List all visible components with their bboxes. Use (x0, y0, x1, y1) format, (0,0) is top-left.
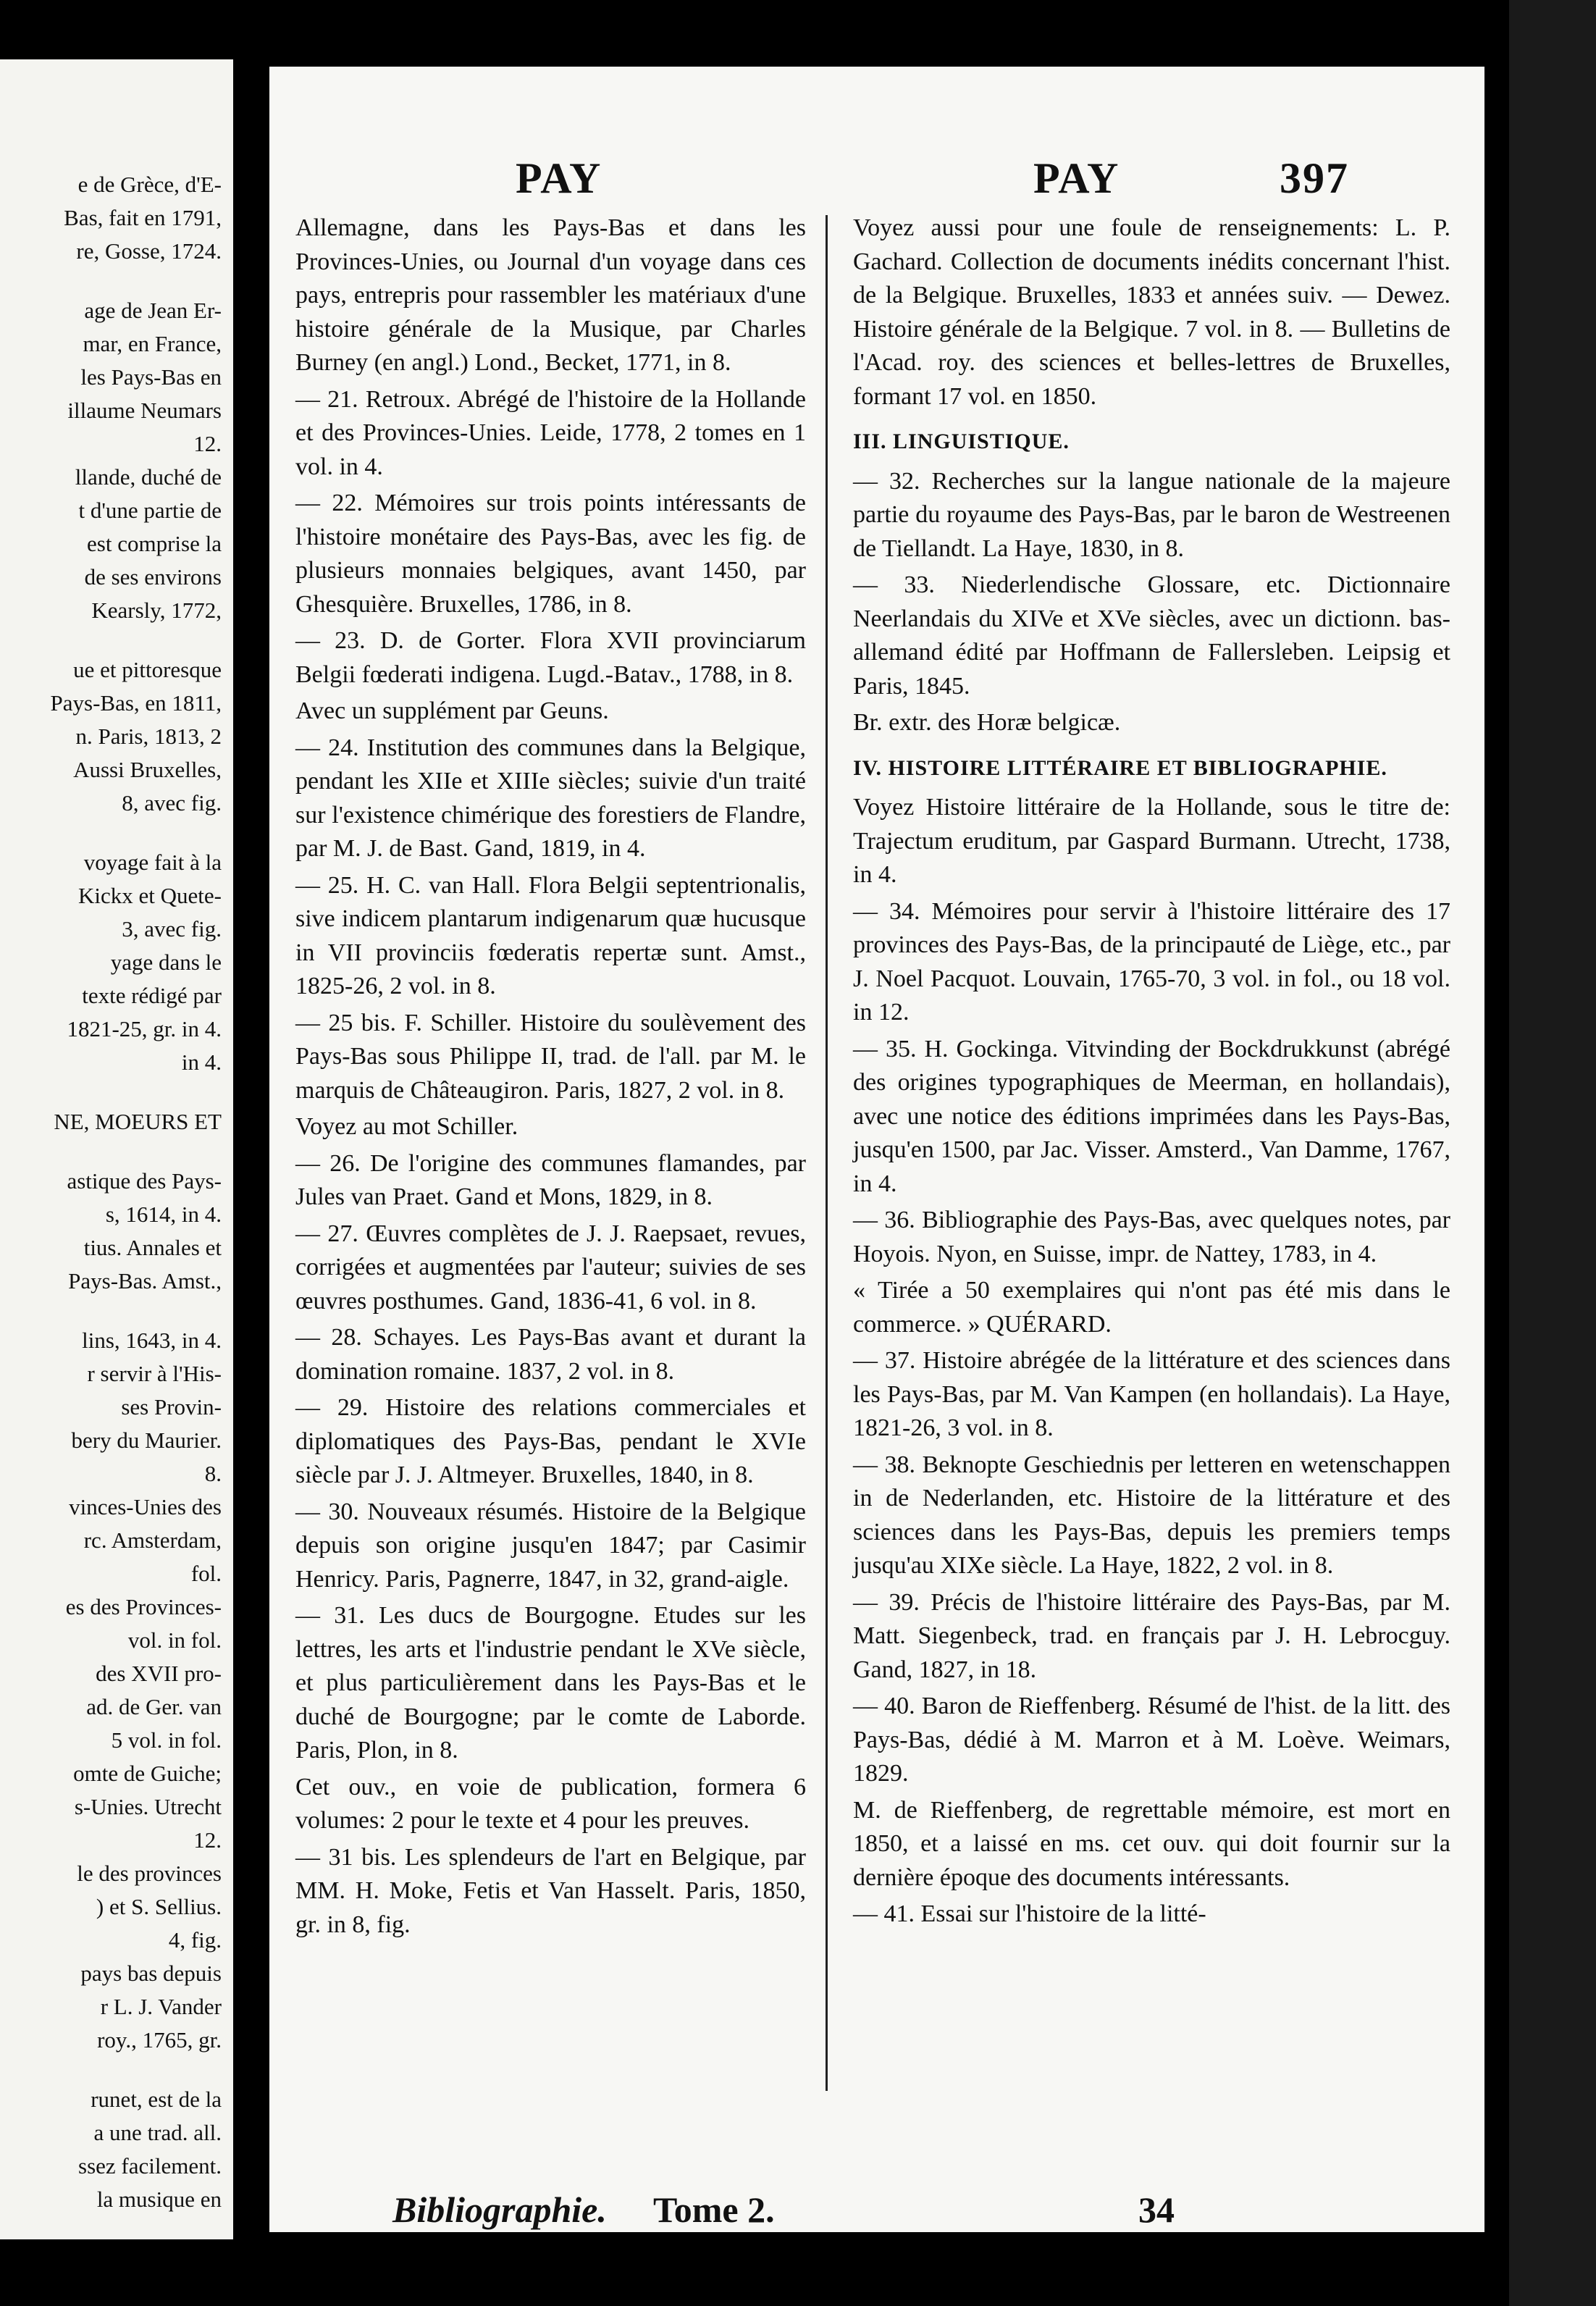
left-fragment-line: re, Gosse, 1724. (76, 238, 222, 264)
bibliography-entry: — 37. Histoire abrégée de la littérature et des sciences dans les Pays-Bas, par M. Van Kampen (en hollandais). La Haye, 1821-26, 3 vol. in 8. (853, 1347, 1450, 1441)
page-number: 397 (1280, 154, 1349, 202)
left-fragment-line: pays bas depuis (80, 1961, 222, 1986)
bibliography-entry: — 35. H. Gockinga. Vitvinding der Bockdrukkunst (abrégé des origines typographiques de Meerman, en hollandais), avec une notice des éditions imprimées dans les Pays-Bas, jusqu'en 1500, par Jac. Visser. Amsterd., Van Damme, 1767, in 4. (853, 1035, 1450, 1197)
left-fragment-line: Pays-Bas. Amst., (68, 1268, 222, 1294)
left-fragment-line: age de Jean Er- (84, 298, 222, 323)
left-fragment-line: e de Grèce, d'E- (77, 172, 222, 197)
bibliography-entry: — 27. Œuvres complètes de J. J. Raepsaet, revues, corrigées et augmentées par l'auteur; suivies de ses œuvres posthumes. Gand, 1836-41, 6 vol. in 8. (295, 1220, 806, 1315)
left-fragment-line: ses Provin- (121, 1394, 222, 1420)
bibliography-entry: — 31 bis. Les splendeurs de l'art en Belgique, par MM. H. Moke, Fetis et Van Hasselt. Paris, 1850, gr. in 8, fig. (295, 1843, 806, 1938)
left-fragment-line: vinces-Unies des (69, 1494, 222, 1519)
left-fragment-line: ue et pittoresque (73, 657, 222, 682)
bibliography-entry: — 39. Précis de l'histoire littéraire des Pays-Bas, par M. Matt. Siegenbeck, trad. en français par J. H. Lebrocguy. Gand, 1827, in 18. (853, 1588, 1450, 1683)
bibliography-entry: Voyez au mot Schiller. (295, 1113, 518, 1140)
left-fragment-line (0, 2057, 222, 2083)
left-fragment-line: 4, fig. (168, 1927, 222, 1953)
footer-title: Bibliographie. (392, 2189, 607, 2230)
left-fragment-line: bery du Maurier. (71, 1427, 222, 1453)
running-head-right: PAY (1033, 154, 1120, 202)
left-fragment-line: illaume Neumars (67, 398, 222, 423)
text-column-left (295, 211, 806, 1945)
bibliography-entry: M. de Rieffenberg, de regrettable mémoire, est mort en 1850, et a laissé en ms. cet ouv. qui doit fournir sur la dernière époque des documents intéressants. (853, 1796, 1450, 1891)
left-fragment-line: yage dans le (110, 949, 222, 975)
left-fragment-line: Aussi Bruxelles, (73, 757, 222, 782)
footer-tome: Tome 2. (653, 2189, 775, 2230)
left-fragment-line: rc. Amsterdam, (83, 1527, 222, 1553)
left-fragment-line: t d'une partie de (78, 498, 222, 523)
page-footer (269, 2189, 1484, 2232)
left-fragment-line: tius. Annales et (83, 1235, 222, 1260)
column-rule (826, 215, 828, 2091)
left-fragment-line: la musique en (96, 2186, 222, 2212)
bibliography-entry: IV. HISTOIRE LITTÉRAIRE ET BIBLIOGRAPHIE. (853, 755, 1387, 780)
left-fragment-line: Pays-Bas, en 1811, (50, 690, 222, 716)
left-fragment-line: in 4. (181, 1049, 222, 1075)
left-fragment-line: le des provinces (77, 1861, 222, 1886)
left-fragment-line: mar, en France, (83, 331, 222, 356)
left-fragment-line: ad. de Ger. van (86, 1694, 222, 1719)
bibliography-entry: — 41. Essai sur l'histoire de la litté- (853, 1900, 1206, 1927)
left-fragment-line: des XVII pro- (96, 1661, 222, 1686)
left-fragment-line: n. Paris, 1813, 2 (75, 724, 222, 749)
left-fragment-line: vol. in fol. (127, 1627, 222, 1653)
left-fragment-line: roy., 1765, gr. (97, 2027, 222, 2053)
left-fragment-line (0, 1079, 222, 1105)
book-page (269, 67, 1484, 2232)
left-fragment-line: Bas, fait en 1791, (64, 205, 222, 230)
left-fragment-line: voyage fait à la (83, 850, 222, 875)
page-edge-shadow (1509, 0, 1596, 2306)
bibliography-entry: — 29. Histoire des relations commerciales et diplomatiques des Pays-Bas, pendant le XVIe siècle par J. J. Altmeyer. Bruxelles, 1840, in 8. (295, 1394, 806, 1488)
bibliography-entry: — 38. Beknopte Geschiednis per letteren en wetenschappen in de Nederlanden, etc. Histoire de la littérature et des sciences dans les Pays-Bas, depuis les premiers temps jusqu'au XIXe siècle. La Haye, 1822, 2 vol. in 8. (853, 1451, 1450, 1579)
left-fragment-line: s-Unies. Utrecht (74, 1794, 222, 1819)
bibliography-entry: — 26. De l'origine des communes flamandes, par Jules van Praet. Gand et Mons, 1829, in 8. (295, 1149, 806, 1210)
left-fragment-line: ssez facilement. (78, 2153, 222, 2179)
left-fragment-line: llande, duché de (75, 464, 222, 490)
bibliography-entry: — 28. Schayes. Les Pays-Bas avant et durant la domination romaine. 1837, 2 vol. in 8. (295, 1324, 806, 1385)
left-fragment-line (0, 820, 222, 846)
bibliography-entry: — 31. Les ducs de Bourgogne. Etudes sur les lettres, les arts et l'industrie pendant le XVe siècle, et plus particulièrement dans les Pays-Bas et le duché de Bourgogne; par le comte de Laborde. Paris, Plon, in 8. (295, 1602, 806, 1764)
text-column-right (853, 211, 1450, 1934)
left-fragment-line: 5 vol. in fol. (111, 1727, 222, 1753)
left-fragment-line (0, 1298, 222, 1324)
left-fragment-line: runet, est de la (91, 2087, 222, 2112)
left-fragment-line: Kearsly, 1772, (91, 598, 222, 623)
left-fragment-line (0, 627, 222, 653)
bibliography-entry: — 25 bis. F. Schiller. Histoire du soulèvement des Pays-Bas sous Philippe II, trad. de l'all. par M. le marquis de Châteaugiron. Paris, 1827, 2 vol. in 8. (295, 1009, 806, 1104)
left-fragment-line: s, 1614, in 4. (105, 1202, 222, 1227)
bibliography-entry: Avec un supplément par Geuns. (295, 697, 609, 724)
bibliography-entry: — 32. Recherches sur la langue nationale de la majeure partie du royaume des Pays-Bas, par le baron de Westreenen de Tiellandt. La Haye, 1830, in 8. (853, 467, 1450, 562)
bibliography-entry: — 22. Mémoires sur trois points intéressants de l'histoire monétaire des Pays-Bas, avec les fig. de plusieurs monnaies belgiques, avant 1450, par Ghesquière. Bruxelles, 1786, in 8. (295, 490, 806, 618)
left-fragment-line: fol. (190, 1561, 222, 1586)
left-fragment-line: 8. (204, 1461, 222, 1486)
running-head-left: PAY (516, 154, 602, 202)
bibliography-entry: — 24. Institution des communes dans la Belgique, pendant les XIIe et XIIIe siècles; suivie d'un traité sur l'existence chimérique des forestiers de Flandre, par M. J. de Bast. Gand, 1819, in 4. (295, 734, 806, 862)
bibliography-entry: Allemagne, dans les Pays-Bas et dans les Provinces-Unies, ou Journal d'un voyage dans ces pays, entrepris pour rassembler les matériaux d'une histoire générale de la Musique, par Charles Burney (en angl.) Lond., Becket, 1771, in 8. (295, 214, 806, 376)
left-fragment-line (0, 1139, 222, 1165)
left-fragment-line: es des Provinces- (65, 1594, 222, 1619)
bibliography-entry: — 40. Baron de Rieffenberg. Résumé de l'hist. de la litt. des Pays-Bas, dédié à M. Marron et à M. Loève. Weimars, 1829. (853, 1693, 1450, 1787)
left-fragment-line: lins, 1643, in 4. (82, 1328, 222, 1353)
left-fragment-line: astique des Pays- (67, 1168, 222, 1194)
bibliography-entry: — 36. Bibliographie des Pays-Bas, avec quelques notes, par Hoyois. Nyon, en Suisse, impr. de Nattey, 1783, in 4. (853, 1207, 1450, 1267)
left-fragment-line: r L. J. Vander (100, 1994, 222, 2019)
left-fragment-line: de ses environs (84, 564, 222, 590)
left-fragment-line: r servir à l'His- (87, 1361, 222, 1386)
left-fragment-line (0, 268, 222, 294)
bibliography-entry: III. LINGUISTIQUE. (853, 429, 1070, 453)
left-fragment-line: ) et S. Sellius. (96, 1894, 222, 1919)
left-page-fragment (0, 59, 233, 2239)
left-fragment-line: a une trad. all. (93, 2120, 222, 2145)
left-fragment-line: les Pays-Bas en (80, 364, 222, 390)
left-fragment-line: texte rédigé par (82, 983, 222, 1008)
left-fragment-line: 8, avec fig. (122, 790, 222, 816)
bibliography-entry: — 21. Retroux. Abrégé de l'histoire de la Hollande et des Provinces-Unies. Leide, 1778, 2 tomes en 1 vol. in 4. (295, 385, 806, 480)
bibliography-entry: « Tirée a 50 exemplaires qui n'ont pas été mis dans le commerce. » QUÉRARD. (853, 1277, 1450, 1338)
bibliography-entry: Cet ouv., en voie de publication, formera 6 volumes: 2 pour le texte et 4 pour les preuves. (295, 1773, 806, 1834)
signature-mark: 34 (1138, 2189, 1175, 2230)
left-fragment-line: 12. (193, 431, 222, 456)
bibliography-entry: — 33. Niederlendische Glossare, etc. Dictionnaire Neerlandais du XIVe et XVe siècles, avec un dictionn. bas-allemand édité par Hoffmann de Fallersleben. Leipsig et Paris, 1845. (853, 571, 1450, 700)
bibliography-entry: Br. extr. des Horæ belgicæ. (853, 709, 1121, 736)
left-page-text (0, 168, 222, 2216)
left-fragment-line: omte de Guiche; (73, 1761, 222, 1786)
bibliography-entry: Voyez aussi pour une foule de renseignements: L. P. Gachard. Collection de documents inédits concernant l'hist. de la Belgique. Bruxelles, 1833 et années suiv. — Dewez. Histoire générale de la Belgique. 7 vol. in 8. — Bulletins de l'Acad. roy. des sciences et belles-lettres de Bruxelles, formant 17 vol. en 1850. (853, 214, 1450, 410)
bibliography-entry: — 30. Nouveaux résumés. Histoire de la Belgique depuis son origine jusqu'en 1847; par Casimir Henricy. Paris, Pagnerre, 1847, in 32, grand-aigle. (295, 1498, 806, 1593)
left-fragment-line: 12. (193, 1827, 222, 1853)
bibliography-entry: — 23. D. de Gorter. Flora XVII provinciarum Belgii fœderati indigena. Lugd.-Batav., 1788, in 8. (295, 627, 806, 688)
bibliography-entry: — 25. H. C. van Hall. Flora Belgii septentrionalis, sive indicem plantarum indigenarum quæ hucusque in VII provinciis fœderatis repertæ sunt. Amst., 1825-26, 2 vol. in 8. (295, 871, 806, 999)
left-fragment-line: Kickx et Quete- (78, 883, 222, 908)
left-fragment-line: est comprise la (87, 531, 222, 556)
bibliography-entry: Voyez Histoire littéraire de la Hollande, sous le titre de: Trajectum eruditum, par Gaspard Burmann. Utrecht, 1738, in 4. (853, 794, 1450, 888)
bibliography-entry: — 34. Mémoires pour servir à l'histoire littéraire des 17 provinces des Pays-Bas, de la principauté de Liège, etc., par J. Noel Pacquot. Louvain, 1765-70, 3 vol. in fol., ou 18 vol. in 12. (853, 897, 1450, 1026)
left-fragment-line: NE, MOEURS ET (54, 1109, 222, 1134)
left-fragment-line: 1821-25, gr. in 4. (67, 1016, 222, 1041)
left-fragment-line: 3, avec fig. (122, 916, 222, 942)
